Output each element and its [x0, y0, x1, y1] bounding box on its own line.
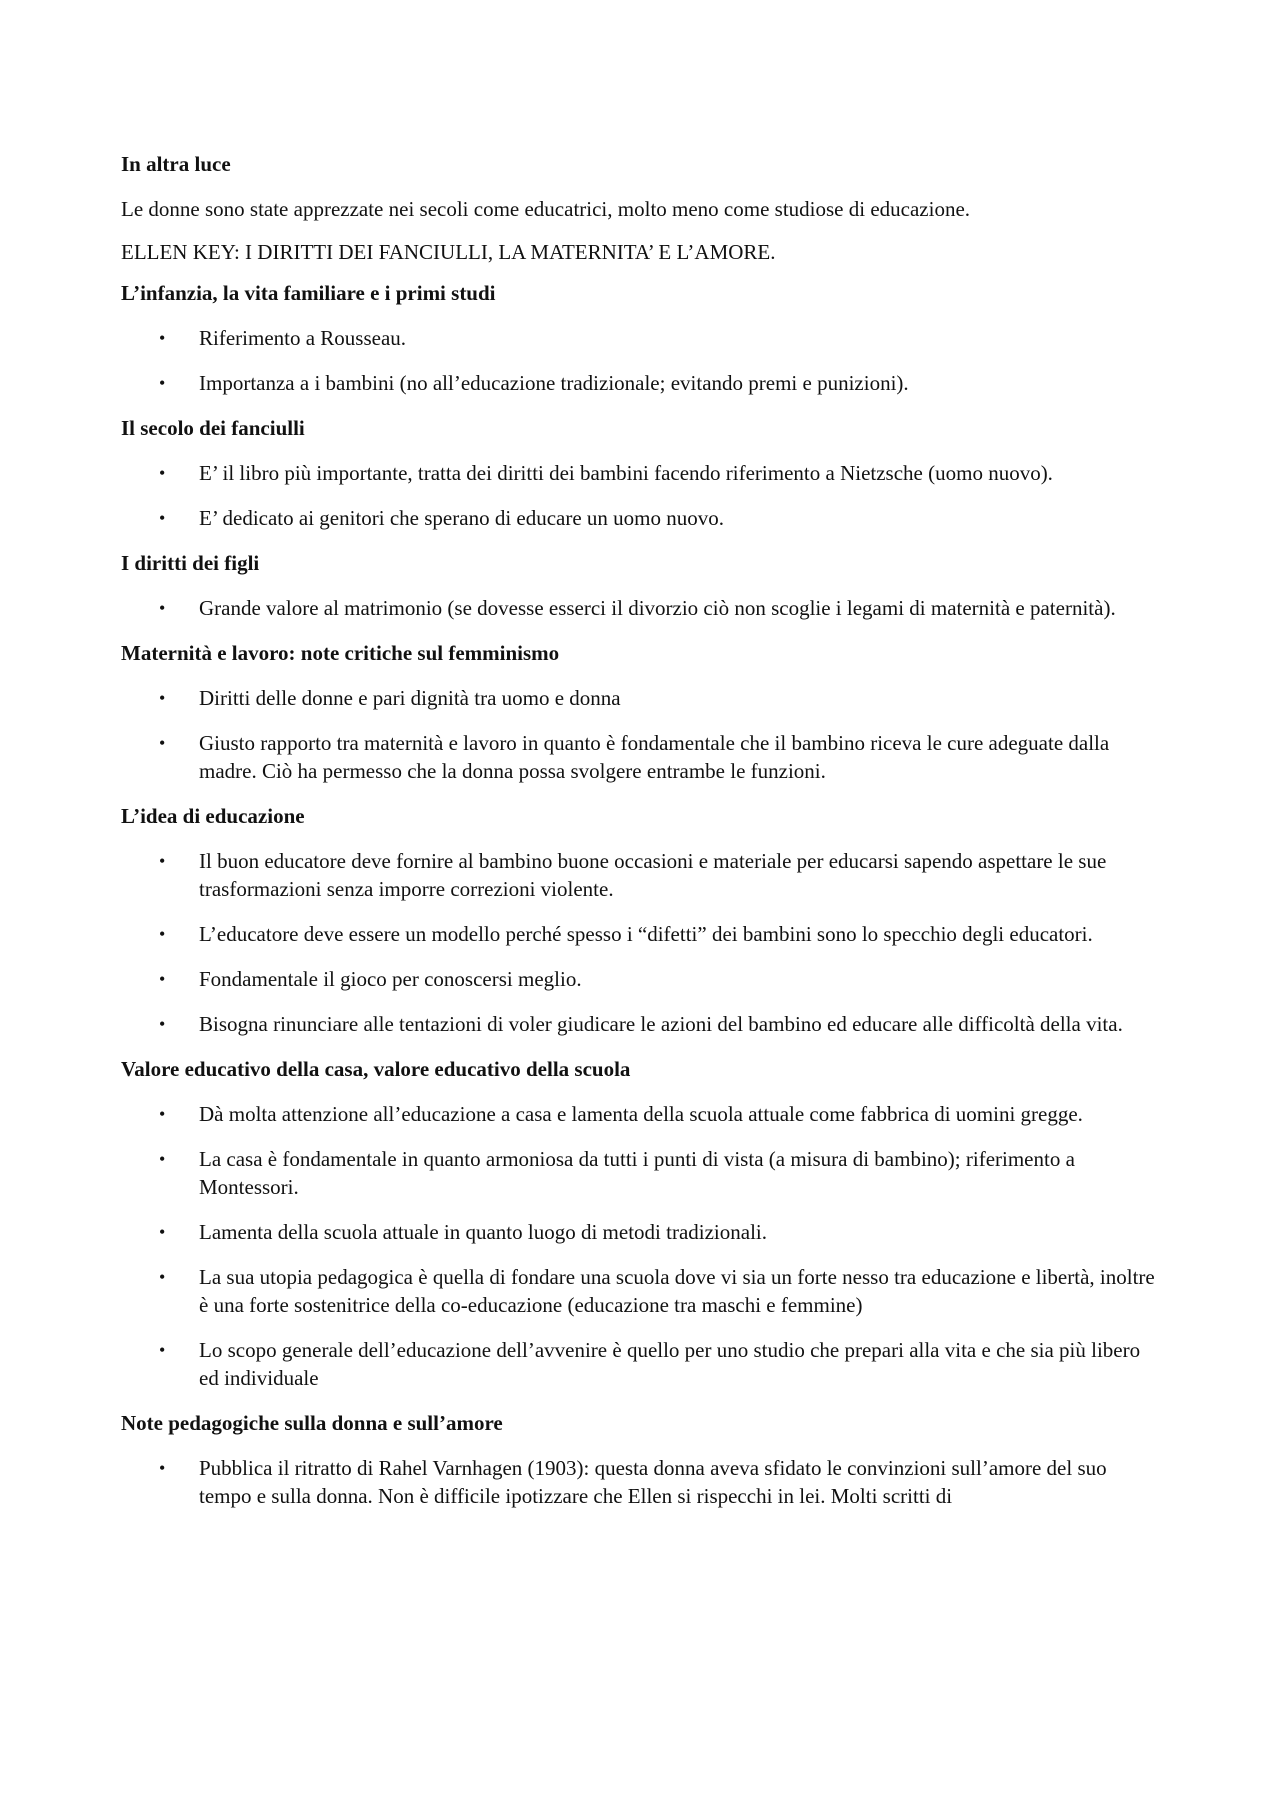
- bullet-list: [121, 684, 1161, 785]
- section-heading: Valore educativo della casa, valore educativo della scuola: [121, 1057, 631, 1081]
- bullet-icon: •: [159, 463, 166, 483]
- list-item: [121, 1218, 1161, 1246]
- document-title: ELLEN KEY: I DIRITTI DEI FANCIULLI, LA MATERNITA’ E L’AMORE.: [121, 240, 776, 264]
- section-heading: Maternità e lavoro: note critiche sul femminismo: [121, 641, 560, 665]
- intro-paragraph: Le donne sono state apprezzate nei secoli come educatrici, molto meno come studiose di educazione.: [121, 197, 971, 221]
- list-item: [121, 1454, 1161, 1510]
- list-item: [121, 459, 1161, 487]
- bullet-icon: •: [159, 508, 166, 528]
- document-body: [121, 150, 1161, 1527]
- list-item-text: Lo scopo generale dell’educazione dell’avvenire è quello per uno studio che prepari alla vita e che sia più libero ed individuale: [199, 1338, 1141, 1390]
- bullet-list: [121, 324, 1161, 397]
- list-item-text: Giusto rapporto tra maternità e lavoro in quanto è fondamentale che il bambino riceva le cure adeguate dalla madre. Ciò ha permesso che la donna possa svolgere entrambe le funzioni.: [199, 731, 1110, 783]
- list-item-text: Riferimento a Rousseau.: [199, 326, 407, 350]
- bullet-icon: •: [159, 1149, 166, 1169]
- section-heading: L’idea di educazione: [121, 804, 305, 828]
- list-item: [121, 1145, 1161, 1201]
- list-item-text: E’ il libro più importante, tratta dei diritti dei bambini facendo riferimento a Nietzsche (uomo nuovo).: [199, 461, 1053, 485]
- bullet-icon: •: [159, 1222, 166, 1242]
- bullet-list: [121, 1100, 1161, 1392]
- list-item: [121, 1336, 1161, 1392]
- bullet-icon: •: [159, 1104, 166, 1124]
- section-heading: Il secolo dei fanciulli: [121, 416, 305, 440]
- list-item-text: Bisogna rinunciare alle tentazioni di voler giudicare le azioni del bambino ed educare alle difficoltà della vita.: [199, 1012, 1123, 1036]
- list-item-text: Dà molta attenzione all’educazione a casa e lamenta della scuola attuale come fabbrica di uomini gregge.: [199, 1102, 1083, 1126]
- section-heading: I diritti dei figli: [121, 551, 260, 575]
- bullet-list: [121, 459, 1161, 532]
- list-item: [121, 1263, 1161, 1319]
- section-heading: Note pedagogiche sulla donna e sull’amore: [121, 1411, 503, 1435]
- list-item-text: La sua utopia pedagogica è quella di fondare una scuola dove vi sia un forte nesso tra educazione e libertà, inoltre è una forte sostenitrice della co-educazione (educazione tra maschi e femmine): [199, 1265, 1155, 1317]
- list-item-text: Importanza a i bambini (no all’educazione tradizionale; evitando premi e punizioni).: [199, 371, 909, 395]
- list-item-text: E’ dedicato ai genitori che sperano di educare un uomo nuovo.: [199, 506, 725, 530]
- section-heading: L’infanzia, la vita familiare e i primi studi: [121, 281, 496, 305]
- bullet-icon: •: [159, 924, 166, 944]
- bullet-icon: •: [159, 373, 166, 393]
- list-item: [121, 729, 1161, 785]
- bullet-icon: •: [159, 688, 166, 708]
- bullet-icon: •: [159, 1458, 166, 1478]
- list-item: [121, 847, 1161, 903]
- bullet-icon: •: [159, 851, 166, 871]
- section-heading: In altra luce: [121, 152, 231, 176]
- list-item: [121, 594, 1161, 622]
- bullet-icon: •: [159, 969, 166, 989]
- list-item-text: Pubblica il ritratto di Rahel Varnhagen (1903): questa donna aveva sfidato le convinzioni sull’amore del suo tempo e sulla donna. Non è difficile ipotizzare che Ellen si rispecchi in lei. Molti scritti di: [199, 1456, 1107, 1508]
- list-item-text: La casa è fondamentale in quanto armoniosa da tutti i punti di vista (a misura di bambino); riferimento a Montessori.: [199, 1147, 1075, 1199]
- list-item: [121, 920, 1161, 948]
- bullet-icon: •: [159, 1014, 166, 1034]
- list-item-text: Lamenta della scuola attuale in quanto luogo di metodi tradizionali.: [199, 1220, 767, 1244]
- list-item-text: Grande valore al matrimonio (se dovesse esserci il divorzio ciò non scoglie i legami di maternità e paternità).: [199, 596, 1116, 620]
- bullet-list: [121, 1454, 1161, 1510]
- list-item: [121, 1010, 1161, 1038]
- list-item: [121, 324, 1161, 352]
- bullet-icon: •: [159, 733, 166, 753]
- bullet-icon: •: [159, 328, 166, 348]
- bullet-icon: •: [159, 598, 166, 618]
- list-item-text: Il buon educatore deve fornire al bambino buone occasioni e materiale per educarsi sapendo aspettare le sue trasformazioni senza imporre correzioni violente.: [199, 849, 1107, 901]
- list-item: [121, 369, 1161, 397]
- list-item: [121, 1100, 1161, 1128]
- bullet-icon: •: [159, 1340, 166, 1360]
- list-item-text: Diritti delle donne e pari dignità tra uomo e donna: [199, 686, 621, 710]
- list-item: [121, 684, 1161, 712]
- bullet-list: [121, 847, 1161, 1038]
- list-item-text: Fondamentale il gioco per conoscersi meglio.: [199, 967, 582, 991]
- list-item: [121, 965, 1161, 993]
- bullet-list: [121, 594, 1161, 622]
- bullet-icon: •: [159, 1267, 166, 1287]
- list-item: [121, 504, 1161, 532]
- list-item-text: L’educatore deve essere un modello perché spesso i “difetti” dei bambini sono lo specchio degli educatori.: [199, 922, 1093, 946]
